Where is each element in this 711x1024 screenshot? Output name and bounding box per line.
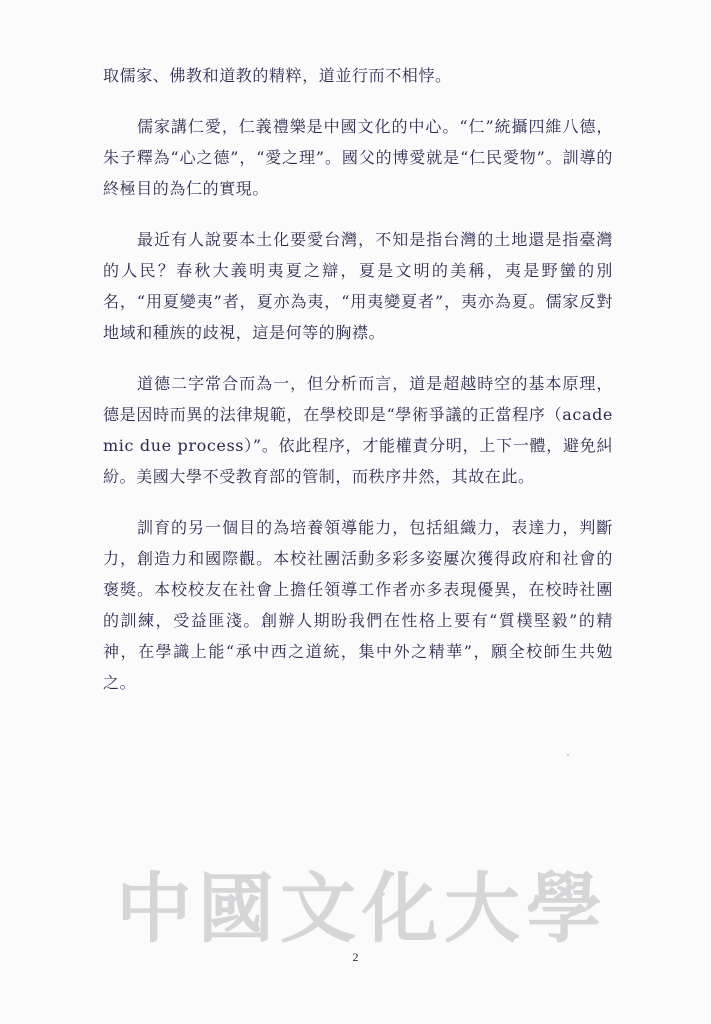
paragraph-leadership: 訓育的另一個目的為培養領導能力，包括組織力，表達力，判斷力，創造力和國際觀。本校社團活動多彩多姿屢次獲得政府和社會的褒獎。本校校友在社會上擔任領導工作者亦多表現優異，在校時社團的訓練，受益匪淺。創辦人期盼我們在性格上要有“質樸堅毅”的精神，在學識上能“承中西之道統，集中外之精華”，願全校師生共勉之。 xyxy=(103,518,613,692)
paragraph-confucian-benevolence: 儒家講仁愛，仁義禮樂是中國文化的中心。“仁”統攝四維八德，朱子釋為“心之德”，“愛之理”。國父的博愛就是“仁民愛物”。訓導的終極目的為仁的實現。 xyxy=(103,117,613,198)
paragraph-morality: 道德二字常合而為一，但分析而言，道是超越時空的基本原理，德是因時而異的法律規範，在學校即是“學術爭議的正當程序（academic due process）”。依此程序，才能權責分明，上下一體，避免糾紛。美國大學不受教育部的管制，而秩序井然，其故在此。 xyxy=(103,374,613,486)
page-number: 2 xyxy=(352,950,359,964)
scan-speck xyxy=(567,754,569,756)
university-watermark: 中國文化大學 xyxy=(116,864,608,953)
document-body xyxy=(103,60,613,718)
paragraph-continuation: 取儒家、佛教和道教的精粹，道並行而不相悖。 xyxy=(103,66,452,85)
paragraph-localization: 最近有人說要本土化要愛台灣，不知是指台灣的土地還是指臺灣的人民？春秋大義明夷夏之辯，夏是文明的美稱，夷是野蠻的別名，“用夏變夷”者，夏亦為夷，“用夷變夏者”，夷亦為夏。儒家反對地域和種族的歧視，這是何等的胸襟。 xyxy=(103,230,613,342)
